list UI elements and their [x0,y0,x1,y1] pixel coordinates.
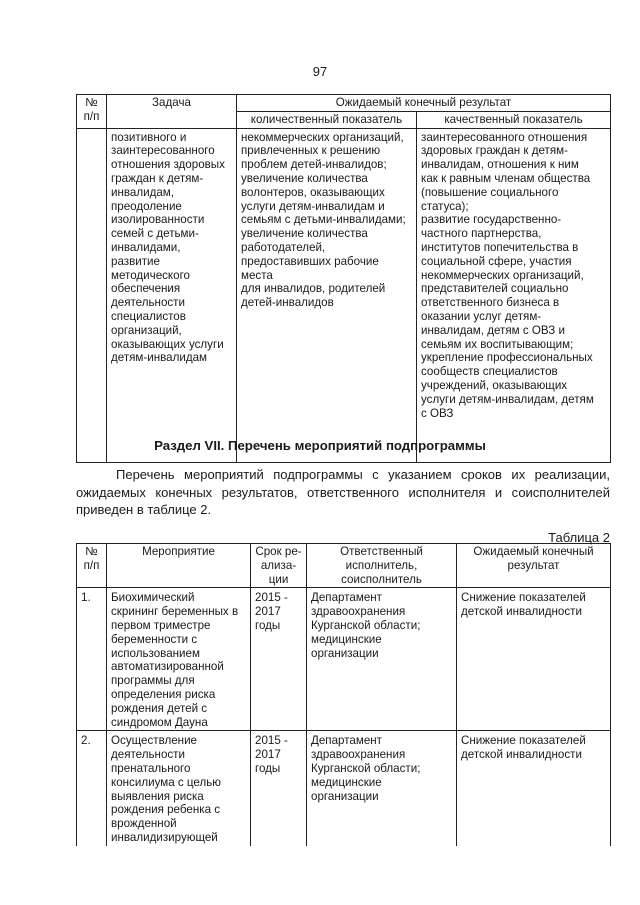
table-row [77,588,611,731]
events-table-header-row [77,544,611,588]
col-header-term: Срок ре- ализа- ции [251,544,307,588]
col-header-result: Ожидаемый конечный результат [457,544,611,588]
cell-num: 1. [77,588,107,731]
goals-table [76,94,611,463]
intro-paragraph: Перечень мероприятий подпрограммы с указанием сроков их реализации, ожидаемых конечных результатов, ответственного исполнителя и соисполнителей приведен в таблице 2. [76,467,610,517]
col-header-num: № п/п [77,544,107,588]
cell-num [77,128,107,462]
table-row [77,128,611,462]
col-header-qualitative: качественный показатель [417,111,611,128]
goals-table-header-row [77,95,611,112]
col-header-quantitative: количественный показатель [237,111,417,128]
col-header-event: Мероприятие [107,544,251,588]
col-header-executor: Ответственный исполнитель, соисполнитель [307,544,457,588]
cell-num: 2. [77,731,107,846]
cell-executor: Департамент здравоохранения Курганской области; медицинские организации [307,588,457,731]
cell-qualitative: заинтересованного отношения здоровых граждан к детям- инвалидам, отношения к ним как к равным членам общества (повышение социального статуса); развитие государственно- частного партнерства, институтов попечительства в социальной сфере, участия некоммерческих организаций, представителей социально ответственного бизнеса в оказании услуг детям- инвалидам, детям с ОВЗ и семьям их воспитывающим; укрепление профессиональных сообществ специалистов учреждений, оказывающих услуги детям-инвалидам, детям с ОВЗ [417,128,611,462]
cell-executor: Департамент здравоохранения Курганской области; медицинские организации [307,731,457,846]
table-caption: Таблица 2 [548,530,610,545]
col-header-task: Задача [107,95,237,129]
cell-result: Снижение показателей детской инвалидности [457,731,611,846]
events-table [76,543,611,846]
table-row [77,731,611,846]
cell-event: Осуществление деятельности пренатального консилиума с целью выявления риска рождения ребенка с врожденной инвалидизирующей [107,731,251,846]
cell-task: позитивного и заинтересованного отношения здоровых граждан к детям- инвалидам, преодоление изолированности семей с детьми- инвалидами, развитие методического обеспечения деятельности специалистов организаций, оказывающих услуги детям-инвалидам [107,128,237,462]
cell-term: 2015 - 2017 годы [251,588,307,731]
col-header-num: № п/п [77,95,107,129]
col-header-expected-result: Ожидаемый конечный результат [237,95,611,112]
cell-quantitative: некоммерческих организаций, привлеченных к решению проблем детей-инвалидов; увеличение количества волонтеров, оказывающих услуги детям-инвалидам и семьям с детьми-инвалидами; увеличение количества работодателей, предоставивших рабочие места для инвалидов, родителей детей-инвалидов [237,128,417,462]
cell-event: Биохимический скрининг беременных в первом триместре беременности с использованием автоматизированной программы для определения риска рождения детей с синдромом Дауна [107,588,251,731]
cell-term: 2015 - 2017 годы [251,731,307,846]
cell-result: Снижение показателей детской инвалидности [457,588,611,731]
page-number: 97 [312,64,328,79]
section-heading: Раздел VII. Перечень мероприятий подпрограммы [154,438,486,453]
